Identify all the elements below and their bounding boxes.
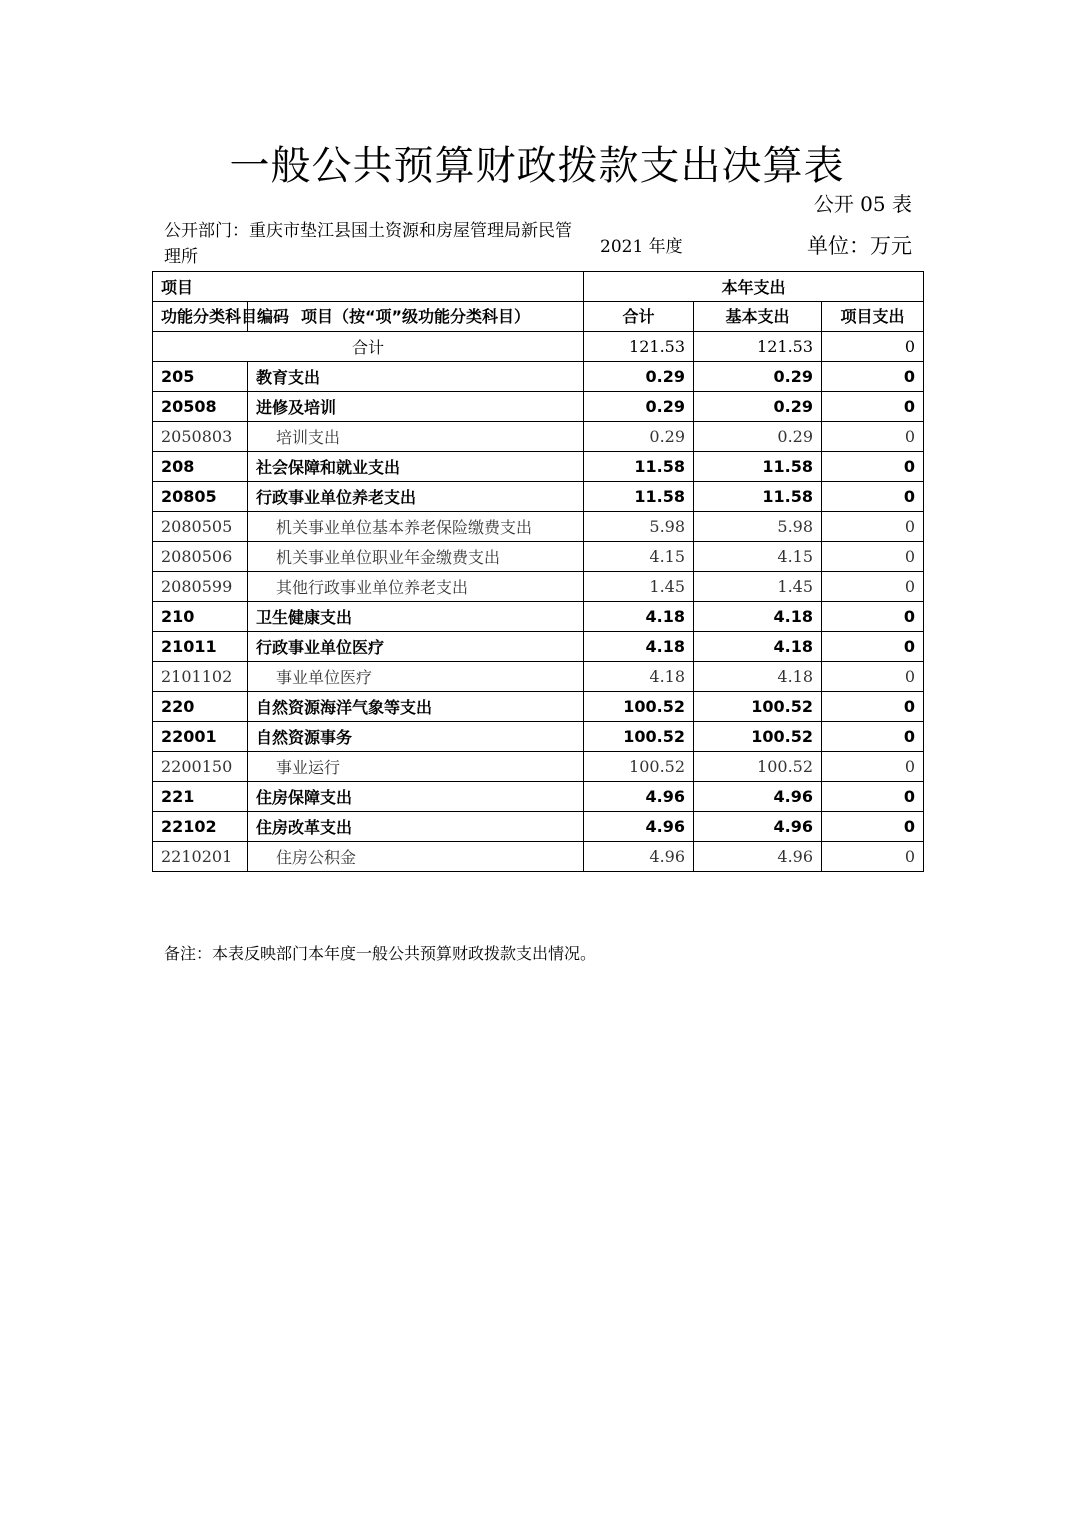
table-row — [153, 722, 924, 752]
table-row — [153, 692, 924, 722]
row-name: 培训支出 — [248, 422, 584, 452]
row-name: 行政事业单位医疗 — [248, 632, 584, 662]
row-name: 自然资源事务 — [248, 722, 584, 752]
row-basic: 0.29 — [694, 362, 822, 392]
row-basic: 11.58 — [694, 482, 822, 512]
row-code: 22102 — [153, 812, 248, 842]
total-project: 0 — [822, 332, 924, 362]
table-row — [153, 542, 924, 572]
row-total: 0.29 — [584, 362, 694, 392]
table-row — [153, 632, 924, 662]
row-code: 220 — [153, 692, 248, 722]
row-total: 4.96 — [584, 812, 694, 842]
row-name: 住房公积金 — [248, 842, 584, 872]
row-total: 0.29 — [584, 392, 694, 422]
row-project: 0 — [822, 452, 924, 482]
row-total: 1.45 — [584, 572, 694, 602]
header-row-1 — [153, 272, 924, 302]
header-current-year: 本年支出 — [584, 272, 924, 302]
table-row — [153, 572, 924, 602]
table-note: 备注：本表反映部门本年度一般公共预算财政拨款支出情况。 — [164, 944, 597, 963]
row-project: 0 — [822, 692, 924, 722]
row-code: 2200150 — [153, 752, 248, 782]
row-total: 4.18 — [584, 662, 694, 692]
row-project: 0 — [822, 662, 924, 692]
row-code: 2101102 — [153, 662, 248, 692]
row-code: 205 — [153, 362, 248, 392]
row-project: 0 — [822, 842, 924, 872]
row-project: 0 — [822, 602, 924, 632]
total-basic: 121.53 — [694, 332, 822, 362]
row-basic: 4.18 — [694, 662, 822, 692]
row-name: 事业单位医疗 — [248, 662, 584, 692]
row-name: 自然资源海洋气象等支出 — [248, 692, 584, 722]
row-code: 20805 — [153, 482, 248, 512]
row-total: 4.96 — [584, 842, 694, 872]
row-code: 2080599 — [153, 572, 248, 602]
fiscal-year: 2021 年度 — [600, 237, 683, 257]
row-code: 221 — [153, 782, 248, 812]
table-row — [153, 812, 924, 842]
row-project: 0 — [822, 512, 924, 542]
table-row — [153, 452, 924, 482]
header-basic: 基本支出 — [694, 302, 822, 332]
row-code: 22001 — [153, 722, 248, 752]
header-name: 项目（按“项”级功能分类科目） — [248, 302, 584, 332]
row-code: 21011 — [153, 632, 248, 662]
row-name: 事业运行 — [248, 752, 584, 782]
row-code: 20508 — [153, 392, 248, 422]
row-total: 11.58 — [584, 452, 694, 482]
row-basic: 4.18 — [694, 632, 822, 662]
table-row — [153, 512, 924, 542]
row-basic: 100.52 — [694, 752, 822, 782]
row-total: 100.52 — [584, 752, 694, 782]
total-sum: 121.53 — [584, 332, 694, 362]
row-project: 0 — [822, 722, 924, 752]
table-row — [153, 662, 924, 692]
row-project: 0 — [822, 782, 924, 812]
row-total: 4.15 — [584, 542, 694, 572]
row-name: 住房改革支出 — [248, 812, 584, 842]
row-code: 2080505 — [153, 512, 248, 542]
row-name: 其他行政事业单位养老支出 — [248, 572, 584, 602]
expenditure-table — [152, 271, 924, 872]
row-name: 行政事业单位养老支出 — [248, 482, 584, 512]
row-project: 0 — [822, 752, 924, 782]
row-basic: 0.29 — [694, 422, 822, 452]
row-total: 4.18 — [584, 632, 694, 662]
row-basic: 0.29 — [694, 392, 822, 422]
row-project: 0 — [822, 812, 924, 842]
row-project: 0 — [822, 572, 924, 602]
table-row — [153, 422, 924, 452]
header-item: 项目 — [153, 272, 584, 302]
row-name: 进修及培训 — [248, 392, 584, 422]
row-total: 4.96 — [584, 782, 694, 812]
header-total: 合计 — [584, 302, 694, 332]
row-name: 住房保障支出 — [248, 782, 584, 812]
table-row — [153, 752, 924, 782]
row-basic: 11.58 — [694, 452, 822, 482]
row-code: 2050803 — [153, 422, 248, 452]
row-project: 0 — [822, 362, 924, 392]
total-label: 合计 — [153, 332, 584, 362]
row-name: 机关事业单位职业年金缴费支出 — [248, 542, 584, 572]
total-row — [153, 332, 924, 362]
table-row — [153, 602, 924, 632]
row-project: 0 — [822, 392, 924, 422]
row-total: 4.18 — [584, 602, 694, 632]
row-basic: 100.52 — [694, 722, 822, 752]
header-row-2 — [153, 302, 924, 332]
row-name: 机关事业单位基本养老保险缴费支出 — [248, 512, 584, 542]
row-code: 2210201 — [153, 842, 248, 872]
row-basic: 4.96 — [694, 782, 822, 812]
row-total: 5.98 — [584, 512, 694, 542]
row-total: 0.29 — [584, 422, 694, 452]
row-project: 0 — [822, 632, 924, 662]
row-basic: 100.52 — [694, 692, 822, 722]
table-row — [153, 392, 924, 422]
row-total: 100.52 — [584, 722, 694, 752]
row-project: 0 — [822, 542, 924, 572]
row-project: 0 — [822, 422, 924, 452]
table-row — [153, 782, 924, 812]
row-project: 0 — [822, 482, 924, 512]
row-total: 11.58 — [584, 482, 694, 512]
header-code: 功能分类科目编码 — [153, 302, 248, 332]
page-title: 一般公共预算财政拨款支出决算表 — [229, 143, 845, 189]
row-total: 100.52 — [584, 692, 694, 722]
row-code: 208 — [153, 452, 248, 482]
row-basic: 1.45 — [694, 572, 822, 602]
table-row — [153, 482, 924, 512]
row-basic: 4.18 — [694, 602, 822, 632]
row-basic: 4.96 — [694, 812, 822, 842]
form-number: 公开 05 表 — [813, 192, 912, 216]
table-row — [153, 842, 924, 872]
table-row — [153, 362, 924, 392]
row-name: 教育支出 — [248, 362, 584, 392]
row-basic: 4.15 — [694, 542, 822, 572]
row-code: 2080506 — [153, 542, 248, 572]
header-project: 项目支出 — [822, 302, 924, 332]
row-name: 卫生健康支出 — [248, 602, 584, 632]
row-code: 210 — [153, 602, 248, 632]
department-label: 公开部门：重庆市垫江县国土资源和房屋管理局新民管理所 — [164, 221, 572, 267]
row-basic: 4.96 — [694, 842, 822, 872]
row-name: 社会保障和就业支出 — [248, 452, 584, 482]
unit-label: 单位：万元 — [807, 234, 912, 258]
row-basic: 5.98 — [694, 512, 822, 542]
